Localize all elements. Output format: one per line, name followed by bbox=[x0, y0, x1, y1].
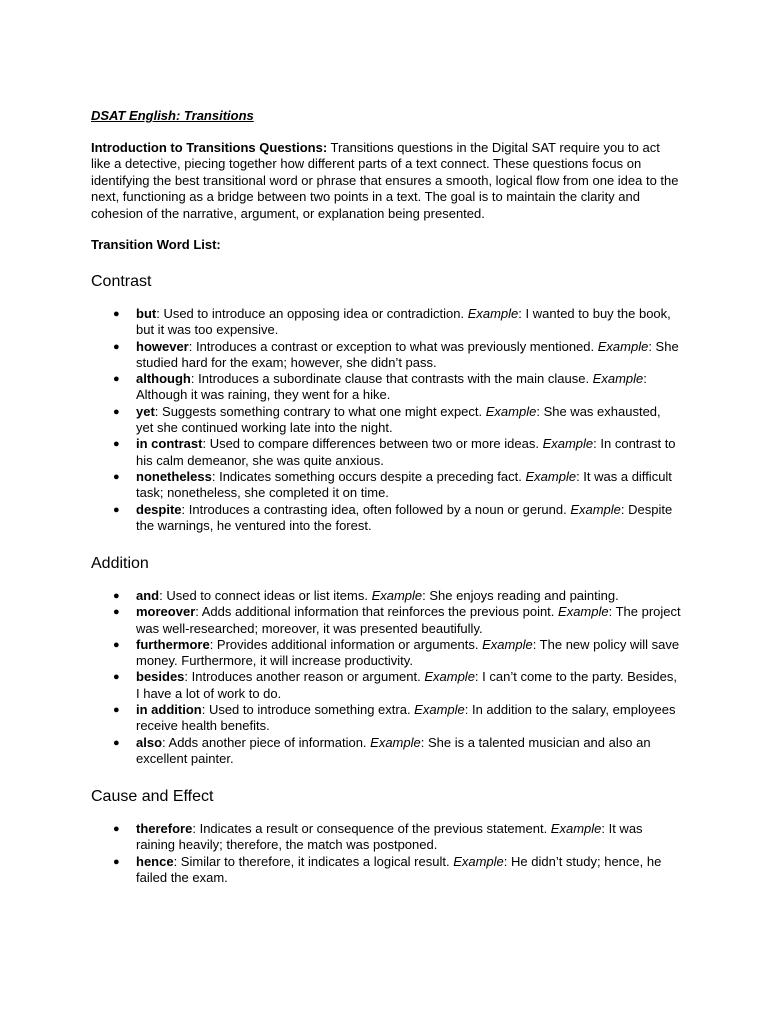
list-item bbox=[91, 502, 681, 535]
bullet-icon: ● bbox=[113, 855, 120, 868]
section-heading: Cause and Effect bbox=[91, 788, 214, 805]
example-label: Example bbox=[482, 636, 533, 652]
example-text: : Despite the warnings, he ventured into the forest. bbox=[136, 501, 673, 533]
word-list-title: Transition Word List: bbox=[91, 237, 221, 252]
section-addition bbox=[91, 554, 681, 767]
term-description: : Suggests something contrary to what one might expect. bbox=[154, 403, 486, 419]
example-text: : It was a difficult task; nonetheless, she completed it on time. bbox=[136, 468, 672, 501]
list-item bbox=[91, 821, 681, 854]
term-description: : Similar to therefore, it indicates a logical result. bbox=[173, 853, 454, 869]
example-text: : She was exhausted, yet she continued working late into the night. bbox=[136, 403, 661, 436]
term-description: : Used to introduce something extra. bbox=[201, 702, 415, 718]
example-text: : In addition to the salary, employees receive health benefits. bbox=[136, 702, 676, 734]
example-label: Example bbox=[414, 702, 465, 718]
bullet-icon: ● bbox=[113, 470, 120, 483]
bullet-icon: ● bbox=[113, 308, 120, 320]
example-text: : She enjoys reading and painting. bbox=[422, 588, 619, 603]
example-text: : It was raining heavily; therefore, the match was postponed. bbox=[136, 821, 643, 853]
bullet-icon: ● bbox=[113, 606, 120, 619]
example-text: : In contrast to his calm demeanor, she was quite anxious. bbox=[136, 436, 676, 468]
intro-paragraph bbox=[91, 140, 681, 222]
term-word: in addition bbox=[136, 702, 202, 718]
term-description: : Introduces a contrast or exception to what was previously mentioned. bbox=[188, 338, 598, 354]
term-description: : Introduces a contrasting idea, often followed by a noun or gerund. bbox=[181, 501, 571, 517]
bullet-icon: ● bbox=[113, 638, 120, 651]
list-item bbox=[91, 339, 681, 372]
example-label: Example bbox=[485, 403, 537, 419]
example-label: Example bbox=[453, 853, 504, 869]
term-description: : Used to connect ideas or list items. bbox=[159, 588, 372, 603]
term-description: : Adds another piece of information. bbox=[162, 734, 371, 750]
intro-heading: Introduction to Transitions Questions: bbox=[91, 140, 328, 155]
document-title: DSAT English: Transitions bbox=[91, 108, 254, 123]
list-item bbox=[91, 669, 681, 702]
term-list bbox=[91, 821, 681, 886]
list-item bbox=[91, 371, 681, 404]
bullet-icon: ● bbox=[113, 704, 120, 717]
term-list bbox=[91, 588, 681, 767]
term-description: : Provides additional information or arguments. bbox=[209, 636, 483, 652]
example-text: : Although it was raining, they went for a hike. bbox=[136, 371, 647, 403]
term-word: therefore bbox=[136, 821, 193, 836]
section-cause-and-effect bbox=[91, 787, 681, 886]
intro-text: Transitions questions in the Digital SAT require you to act like a detective, piecing together how different parts of a text connect. These questions focus on identifying the best transitional word or phrase that ensures a smooth, logical flow from one idea to the next, functioning as a bridge between two points in a text. The goal is to maintain the clarity and cohesion of the narrative, argument, or explanation being presented. bbox=[91, 140, 679, 221]
term-word: despite bbox=[136, 501, 182, 517]
list-item bbox=[91, 604, 681, 637]
term-word: and bbox=[136, 588, 160, 603]
example-label: Example bbox=[467, 306, 519, 321]
section-heading: Addition bbox=[91, 555, 149, 572]
term-word: moreover bbox=[136, 604, 196, 620]
example-label: Example bbox=[525, 468, 577, 484]
example-text: : I wanted to buy the book, but it was too expensive. bbox=[136, 306, 671, 338]
list-item bbox=[91, 735, 681, 768]
bullet-icon: ● bbox=[113, 671, 120, 684]
list-item bbox=[91, 588, 681, 604]
bullet-icon: ● bbox=[113, 438, 120, 451]
term-word: hence bbox=[136, 853, 174, 869]
term-description: : Adds additional information that reinforces the previous point. bbox=[195, 604, 559, 620]
term-word: besides bbox=[136, 669, 185, 685]
term-word: however bbox=[136, 338, 189, 354]
list-item bbox=[91, 637, 681, 670]
term-description: : Used to introduce an opposing idea or contradiction. bbox=[156, 306, 468, 321]
term-word: although bbox=[136, 371, 191, 387]
example-text: : I can’t come to the party. Besides, I have a lot of work to do. bbox=[136, 669, 677, 701]
example-label: Example bbox=[592, 371, 644, 387]
term-description: : Used to compare differences between two or more ideas. bbox=[202, 436, 543, 452]
example-label: Example bbox=[597, 338, 649, 354]
list-item bbox=[91, 854, 681, 887]
example-label: Example bbox=[542, 436, 594, 452]
list-item bbox=[91, 702, 681, 735]
term-description: : Indicates something occurs despite a preceding fact. bbox=[211, 468, 526, 484]
list-item bbox=[91, 404, 681, 437]
term-word: furthermore bbox=[136, 636, 210, 652]
term-word: in contrast bbox=[136, 436, 203, 452]
example-label: Example bbox=[558, 604, 609, 620]
bullet-icon: ● bbox=[113, 590, 120, 602]
term-word: yet bbox=[136, 403, 155, 419]
term-word: but bbox=[136, 306, 157, 321]
bullet-icon: ● bbox=[113, 405, 120, 418]
section-contrast bbox=[91, 272, 681, 534]
example-label: Example bbox=[371, 588, 423, 603]
term-word: nonetheless bbox=[136, 468, 212, 484]
example-label: Example bbox=[570, 501, 621, 517]
list-item bbox=[91, 469, 681, 502]
list-item bbox=[91, 436, 681, 469]
example-label: Example bbox=[550, 821, 602, 836]
example-text: : He didn’t study; hence, he failed the exam. bbox=[136, 853, 662, 885]
example-label: Example bbox=[370, 734, 421, 750]
term-word: also bbox=[136, 734, 163, 750]
example-text: : The project was well-researched; moreover, it was presented beautifully. bbox=[136, 604, 681, 636]
bullet-icon: ● bbox=[113, 373, 120, 386]
term-description: : Indicates a result or consequence of the previous statement. bbox=[192, 821, 551, 836]
example-label: Example bbox=[424, 669, 475, 685]
bullet-icon: ● bbox=[113, 823, 120, 835]
example-text: : The new policy will save money. Furthermore, it will increase productivity. bbox=[136, 636, 680, 669]
bullet-icon: ● bbox=[113, 340, 120, 353]
term-description: : Introduces another reason or argument. bbox=[184, 669, 425, 685]
term-description: : Introduces a subordinate clause that contrasts with the main clause. bbox=[190, 371, 593, 387]
bullet-icon: ● bbox=[113, 736, 120, 749]
list-item bbox=[91, 306, 681, 339]
section-heading: Contrast bbox=[91, 273, 152, 290]
bullet-icon: ● bbox=[113, 503, 120, 516]
example-text: : She studied hard for the exam; however, she didn’t pass. bbox=[136, 338, 679, 370]
example-text: : She is a talented musician and also an excellent painter. bbox=[136, 734, 651, 766]
term-list bbox=[91, 306, 681, 534]
